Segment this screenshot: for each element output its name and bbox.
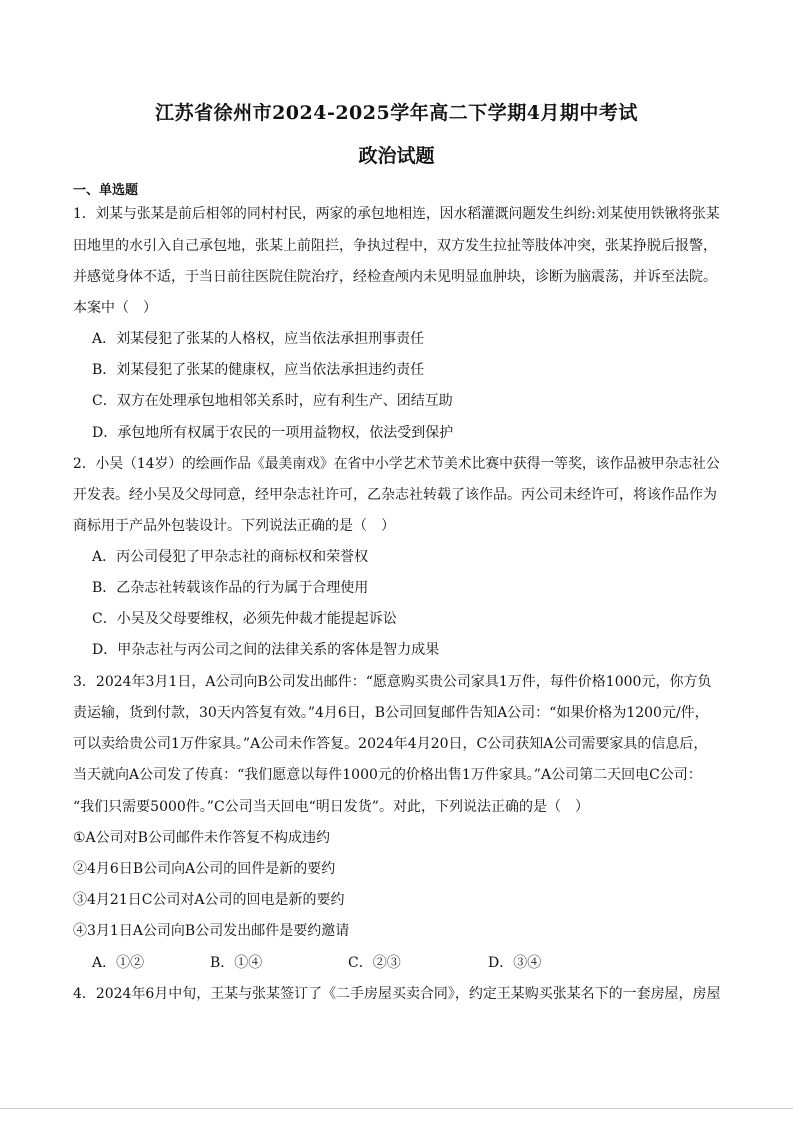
page-bottom-divider [0, 1108, 793, 1109]
question-1-option-c: C．双方在处理承包地相邻关系时，应有利生产、团结互助 [92, 393, 453, 409]
question-2-option-d: D．甲杂志社与丙公司之间的法律关系的客体是智力成果 [92, 642, 440, 658]
question-3-choice-b: B．①④ [210, 955, 263, 971]
exam-title: 江苏省徐州市2024-2025学年高二下学期4月期中考试 [155, 102, 638, 124]
question-3-choice-a: A．①② [92, 955, 145, 971]
question-1-line-4: 本案中（ ） [73, 300, 157, 316]
question-3-choice-d: D．③④ [488, 955, 542, 971]
question-1-line-2: 田地里的水引入自己承包地，张某上前阻拦，争执过程中，双方发生拉扯等肢体冲突，张某挣脱后报警， [73, 238, 717, 254]
question-1-option-b: B．刘某侵犯了张某的健康权，应当依法承担违约责任 [92, 362, 425, 378]
question-3-line-5: “我们只需要5000件。”C公司当天回电“明日发货”。对此，下列说法正确的是（ ） [73, 799, 589, 815]
question-3-line-1: 3．2024年3月1日，A公司向B公司发出邮件：“愿意购买贵公司家具1万件，每件价格1000元，你方负 [73, 674, 712, 690]
question-2-option-b: B．乙杂志社转载该作品的行为属于合理使用 [92, 580, 369, 596]
question-3-statement-4: ④3月1日A公司向B公司发出邮件是要约邀请 [73, 923, 350, 939]
question-3-choices [92, 955, 592, 971]
question-3-line-4: 当天就向A公司发了传真：“我们愿意以每件1000元的价格出售1万件家具。”A公司第二天回电C公司： [73, 767, 702, 783]
question-2-line-3: 商标用于产品外包装设计。下列说法正确的是（ ） [73, 518, 395, 534]
question-2-option-a: A．丙公司侵犯了甲杂志社的商标权和荣誉权 [92, 549, 369, 565]
question-1-option-d: D．承包地所有权属于农民的一项用益物权，依法受到保护 [92, 425, 454, 441]
question-3-statement-1: ①A公司对B公司邮件未作答复不构成违约 [73, 830, 330, 846]
question-2-line-1: 2．小吴（14岁）的绘画作品《最美南戏》在省中小学艺术节美术比赛中获得一等奖，该作品被甲杂志社公 [73, 456, 720, 472]
question-3-line-2: 责运输，货到付款，30天内答复有效。”4月6日，B公司回复邮件告知A公司：“如果价格为1200元/件， [73, 705, 709, 721]
question-1-option-a: A．刘某侵犯了张某的人格权，应当依法承担刑事责任 [92, 331, 425, 347]
question-2-line-2: 开发表。经小吴及父母同意，经甲杂志社许可，乙杂志社转载了该作品。丙公司未经许可，将该作品作为 [73, 487, 717, 503]
question-3-choice-c: C．②③ [348, 955, 401, 971]
question-3-statement-2: ②4月6日B公司向A公司的回件是新的要约 [73, 861, 336, 877]
question-4-line-1: 4．2024年6月中旬，王某与张某签订了《二手房屋买卖合同》，约定王某购买张某名下的一套房屋，房屋 [73, 986, 721, 1002]
question-1-line-1: 1．刘某与张某是前后相邻的同村村民，两家的承包地相连，因水稻灌溉问题发生纠纷:刘某使用铁锹将张某 [73, 206, 720, 222]
exam-subject: 政治试题 [358, 145, 435, 167]
question-2-option-c: C．小吴及父母要维权，必须先仲裁才能提起诉讼 [92, 611, 397, 627]
question-3-line-3: 可以卖给贵公司1万件家具。”A公司未作答复。2024年4月20日，C公司获知A公司需要家具的信息后， [73, 736, 708, 752]
question-1-line-3: 并感觉身体不适，于当日前往医院住院治疗，经检查颅内未见明显血肿块，诊断为脑震荡，并诉至法院。 [73, 269, 717, 285]
section-heading: 一、单选题 [73, 183, 139, 198]
question-3-statement-3: ③4月21日C公司对A公司的回电是新的要约 [73, 892, 345, 908]
